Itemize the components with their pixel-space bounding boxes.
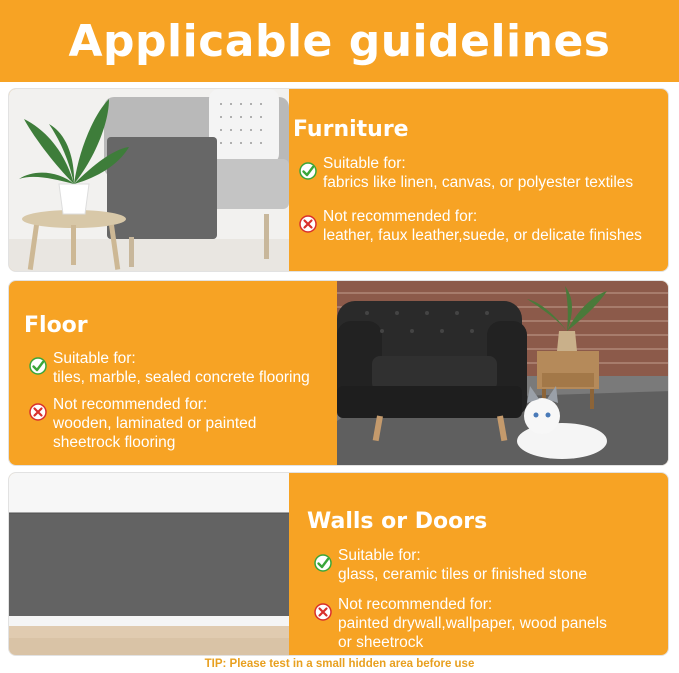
- section-title: Furniture: [293, 117, 409, 142]
- tip-text: TIP: Please test in a small hidden area before use: [204, 658, 475, 670]
- suitable-text: fabrics like linen, canvas, or polyester textiles: [323, 174, 634, 191]
- not-recommended-line: painted drywall,wallpaper, wood panels: [338, 615, 607, 632]
- not-recommended-rule: [314, 595, 607, 652]
- suitable-rule: [29, 349, 310, 387]
- not-recommended-rule: [299, 207, 642, 245]
- section-title: Walls or Doors: [307, 509, 488, 534]
- suitable-text: glass, ceramic tiles or finished stone: [338, 566, 587, 583]
- walls-doors-section: [8, 472, 669, 656]
- cross-icon: [299, 215, 317, 233]
- suitable-text: tiles, marble, sealed concrete flooring: [53, 369, 310, 386]
- not-recommended-label: Not recommended for:: [338, 596, 493, 613]
- floor-photo: [337, 281, 669, 466]
- not-recommended-line: leather, faux leather,suede, or delicate finishes: [323, 227, 642, 244]
- header-banner: [0, 0, 679, 82]
- suitable-label: Suitable for:: [53, 350, 136, 367]
- not-recommended-line: wooden, laminated or painted: [53, 415, 257, 432]
- check-icon: [314, 554, 332, 572]
- not-recommended-label: Not recommended for:: [53, 396, 208, 413]
- page-title: Applicable guidelines: [68, 15, 611, 67]
- cross-icon: [29, 403, 47, 421]
- suitable-rule: [314, 546, 587, 584]
- check-icon: [29, 357, 47, 375]
- wall-photo: [9, 473, 289, 656]
- suitable-label: Suitable for:: [338, 547, 421, 564]
- check-icon: [299, 162, 317, 180]
- not-recommended-label: Not recommended for:: [323, 208, 478, 225]
- furniture-section: [8, 88, 669, 272]
- not-recommended-line: sheetrock flooring: [53, 434, 176, 451]
- section-title: Floor: [24, 313, 88, 338]
- not-recommended-line: or sheetrock: [338, 634, 424, 651]
- suitable-rule: [299, 154, 633, 192]
- not-recommended-rule: [29, 395, 256, 452]
- suitable-label: Suitable for:: [323, 155, 406, 172]
- cross-icon: [314, 603, 332, 621]
- furniture-photo: [9, 89, 289, 272]
- floor-section: [8, 280, 669, 466]
